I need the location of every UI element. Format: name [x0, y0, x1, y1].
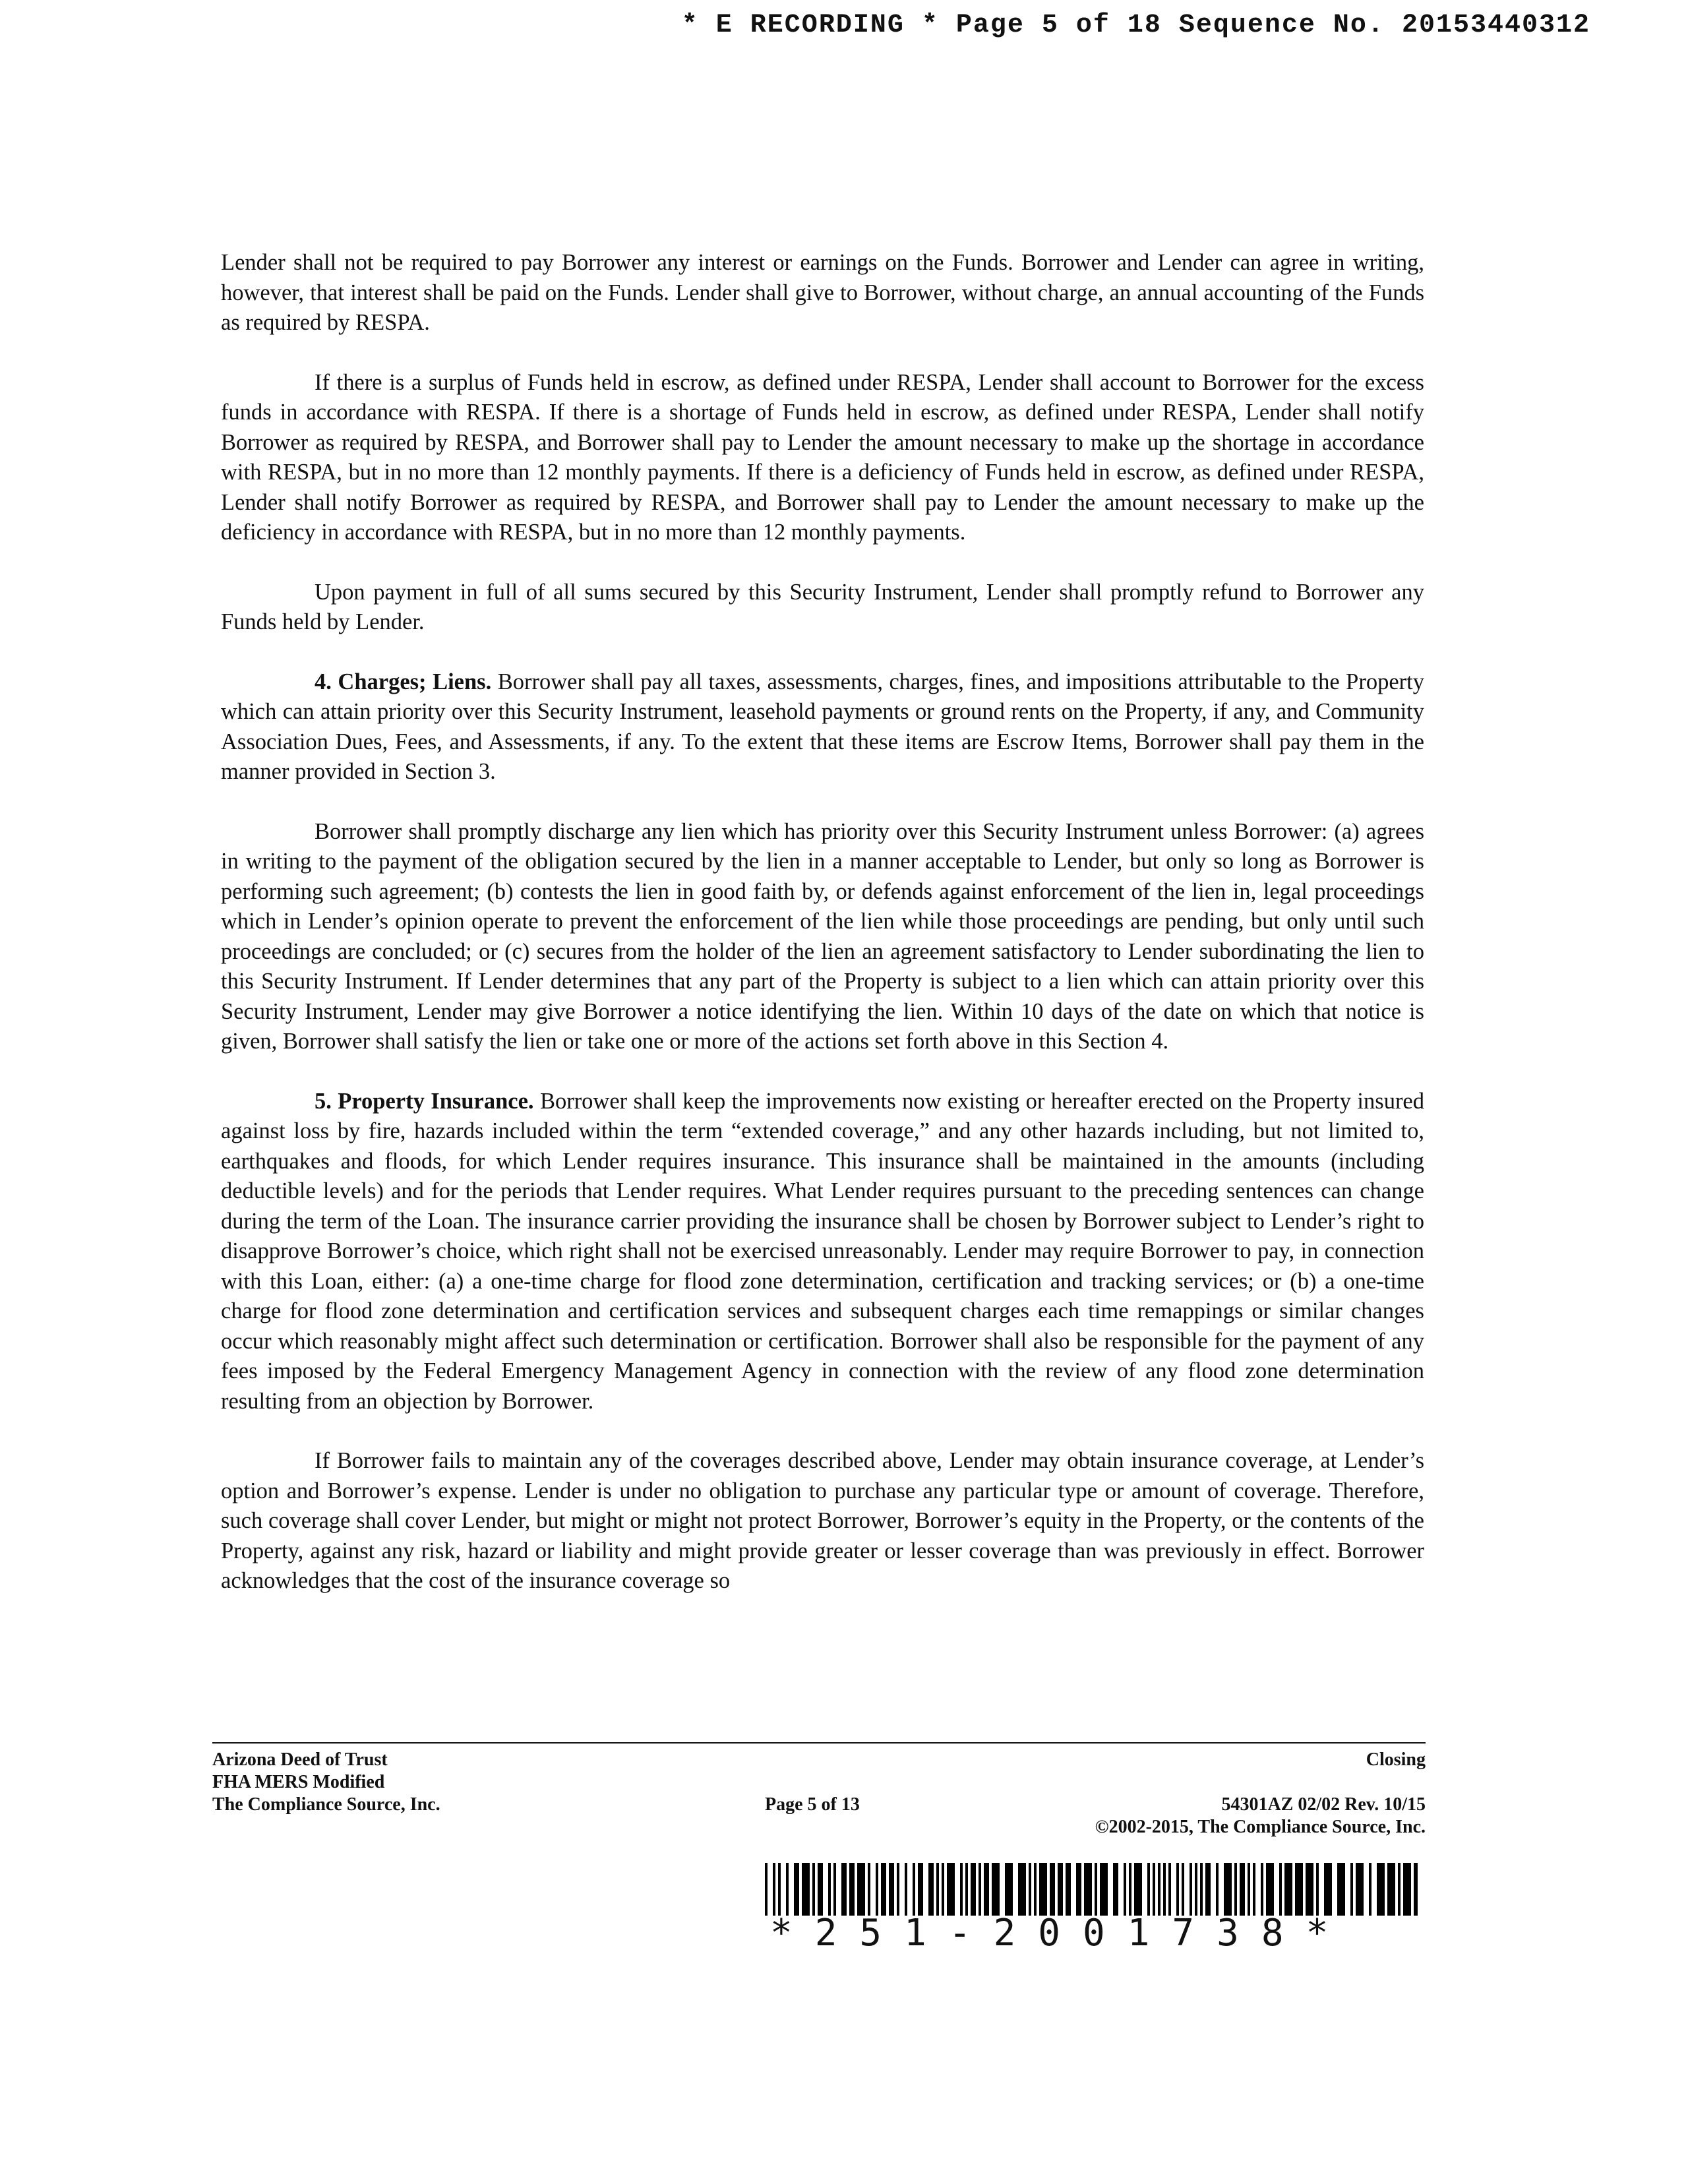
footer-doc-title: Arizona Deed of Trust — [212, 1749, 388, 1770]
footer-divider — [212, 1742, 1426, 1744]
barcode-icon — [765, 1863, 1418, 1916]
section-text-charges-liens: Borrower shall pay all taxes, assessments, charges, fines, and impositions attributable to the Property which can attain priority over this Security Instrument, leasehold payments or ground rents on the Property, if any, and Community Association Dues, Fees, and Assessments, if any. To the extent that these items are Escrow Items, Borrower shall pay them in the manner provided in Section 3. — [221, 669, 1424, 784]
footer-right-block — [1095, 1794, 1426, 1838]
paragraph-surplus: If there is a surplus of Funds held in escrow, as defined under RESPA, Lender shall account to Borrower for the excess funds in accordance with RESPA. If there is a shortage of Funds held in escrow, as defined under RESPA, Lender shall notify Borrower as required by RESPA, and Borrower shall pay to Lender the amount necessary to make up the shortage in accordance with RESPA, but in no more than 12 monthly payments. If there is a deficiency of Funds held in escrow, as defined under RESPA, Lender shall notify Borrower as required by RESPA, and Borrower shall pay to Lender the amount necessary to make up the deficiency in accordance with RESPA, but in no more than 12 monthly payments. — [221, 369, 1424, 545]
paragraph-discharge-lien: Borrower shall promptly discharge any lien which has priority over this Security Instrument unless Borrower: (a) agrees in writing to the payment of the obligation secured by the lien in a manner acceptable to Lender, but only so long as Borrower is performing such agreement; (b) contests the lien in good faith by, or defends against enforcement of the lien in, legal proceedings which in Lender’s opinion operate to prevent the enforcement of the lien while those proceedings are pending, but only until such proceedings are concluded; or (c) secures from the holder of the lien an agreement satisfactory to Lender subordinating the lien to this Security Instrument. If Lender determines that any part of the Property is subject to a lien which can attain priority over this Security Instrument, Lender may give Borrower a notice identifying the lien. Within 10 days of the date on which that notice is given, Borrower shall satisfy the lien or take one or more of the actions set forth above in this Section 4. — [221, 818, 1424, 1054]
section-heading-property-insurance: 5. Property Insurance. — [315, 1088, 534, 1114]
document-body — [221, 248, 1424, 1626]
footer-left-block — [212, 1749, 440, 1816]
paragraph-coverage: If Borrower fails to maintain any of the coverages described above, Lender may obtain insurance coverage, at Lender’s option and Borrower’s expense. Lender is under no obligation to purchase any particular type or amount of coverage. Therefore, such coverage shall cover Lender, but might or might not protect Borrower, Borrower’s equity in the Property, or the contents of the Property, against any risk, hazard or liability and might provide greater or lesser coverage than was previously in effect. Borrower acknowledges that the cost of the insurance coverage so — [221, 1448, 1424, 1593]
footer-page-number: Page 5 of 13 — [765, 1794, 860, 1815]
footer-form-number: 54301AZ 02/02 Rev. 10/15 — [1221, 1794, 1426, 1815]
footer-copyright: ©2002-2015, The Compliance Source, Inc. — [1095, 1817, 1426, 1837]
footer-stage: Closing — [1366, 1749, 1426, 1770]
footer-company: The Compliance Source, Inc. — [212, 1794, 440, 1815]
section-text-property-insurance: Borrower shall keep the improvements now existing or hereafter erected on the Property insured against loss by fire, hazards included within the term “extended coverage,” and any other hazards including, but not limited to, earthquakes and floods, for which Lender requires insurance. This insurance shall be maintained in the amounts (including deductible levels) and for the periods that Lender requires. What Lender requires pursuant to the preceding sentences can change during the term of the Loan. The insurance carrier providing the insurance shall be chosen by Borrower subject to Lender’s right to disapprove Borrower’s choice, which right shall not be exercised unreasonably. Lender may require Borrower to pay, in connection with this Loan, either: (a) a one-time charge for flood zone determination, certification and tracking services; or (b) a one-time charge for flood zone determination and certification services and subsequent charges each time remappings or similar changes occur which reasonably might affect such determination or certification. Borrower shall also be responsible for the payment of any fees imposed by the Federal Emergency Management Agency in connection with the review of any flood zone determination resulting from an objection by Borrower. — [221, 1088, 1424, 1414]
paragraph-property-insurance — [221, 1087, 1424, 1417]
paragraph-refund: Upon payment in full of all sums secured by this Security Instrument, Lender shall promptly refund to Borrower any Funds held by Lender. — [221, 579, 1424, 634]
recording-header: * E RECORDING * Page 5 of 18 Sequence No. 20153440312 — [681, 11, 1590, 40]
paragraph-interest: Lender shall not be required to pay Borrower any interest or earnings on the Funds. Borrower and Lender can agree in writing, however, that interest shall be paid on the Funds. Lender shall give to Borrower, without charge, an annual accounting of the Funds as required by RESPA. — [221, 250, 1424, 335]
paragraph-charges-liens — [221, 667, 1424, 787]
footer-doc-subtitle: FHA MERS Modified — [212, 1772, 385, 1792]
section-heading-charges-liens: 4. Charges; Liens. — [315, 669, 492, 694]
barcode-text: *251-2001738* — [770, 1912, 1351, 1955]
